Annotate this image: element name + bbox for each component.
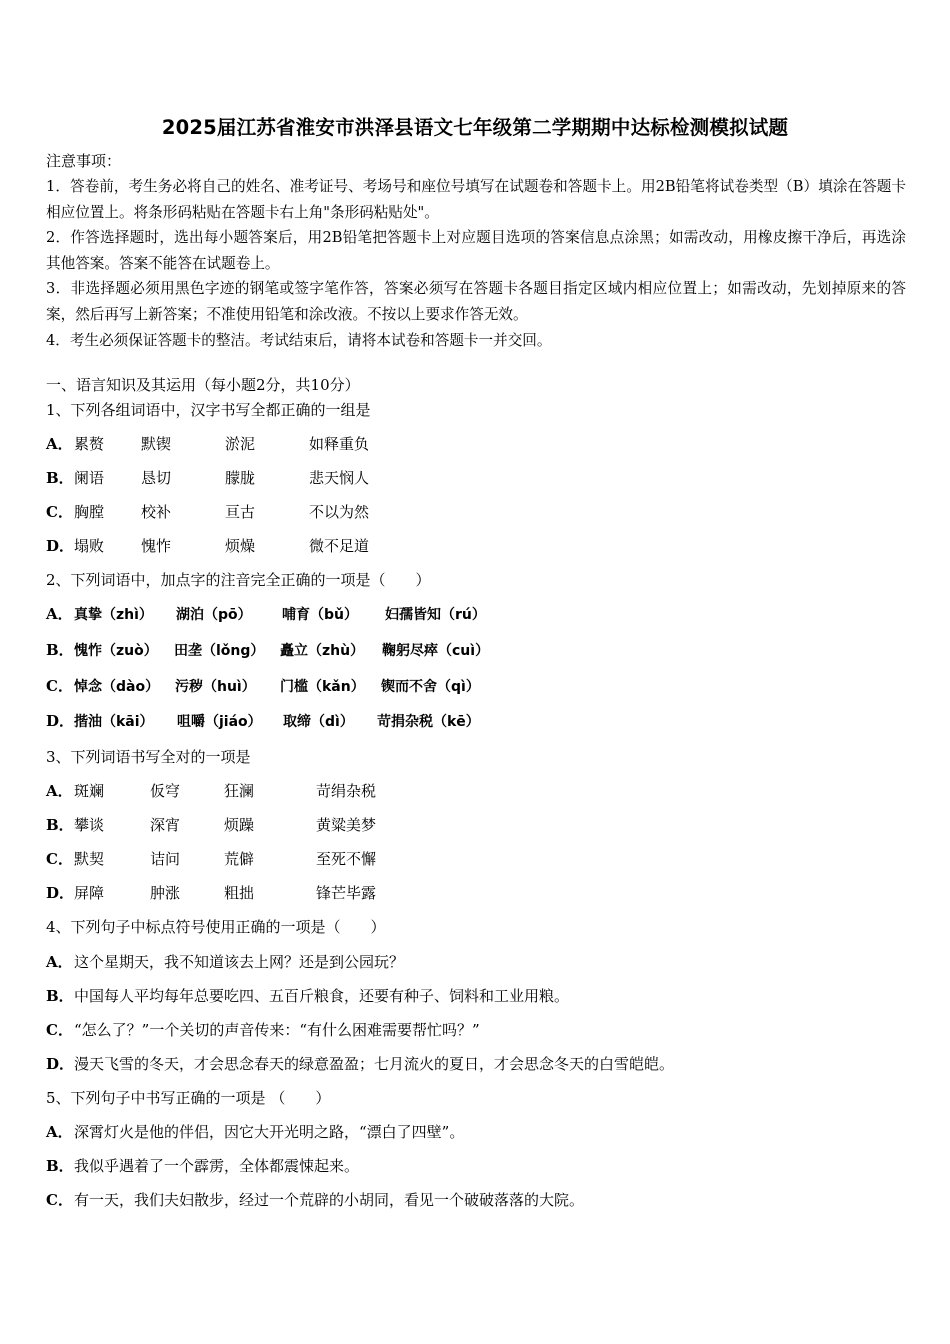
q5-option-c[interactable] [46,1190,584,1210]
option-word: 胸膛 [74,503,105,521]
option-word: 哺育（bǔ） [282,607,358,623]
option-word: 污秽（huì） [175,679,256,695]
option-word: 悼念（dào） [74,679,160,695]
option-word: 诘问 [150,850,181,868]
option-word: 朦胧 [225,469,256,487]
q2-option-a[interactable] [46,604,486,625]
notice-heading: 注意事项： [46,152,122,170]
q2-option-c[interactable] [46,676,480,697]
option-label: C． [46,850,73,868]
option-word: 默契 [74,850,105,868]
option-word: 攀谈 [74,816,105,834]
option-word: 荒僻 [224,850,255,868]
option-word: 狂澜 [224,782,255,800]
option-label: B． [46,469,74,487]
option-text: 有一天，我们夫妇散步，经过一个荒辟的小胡同，看见一个破破落落的大院。 [74,1191,585,1209]
option-word: 苛捐杂税（kē） [377,714,480,730]
option-label: B． [46,816,74,834]
q2-stem: 2、下列词语中，加点字的注音完全正确的一项是（ ） [46,571,431,589]
option-word: 愧怍 [141,537,172,555]
option-word: 斑斓 [74,782,105,800]
q4-option-a[interactable] [46,952,404,972]
q5-option-b[interactable] [46,1156,359,1176]
exam-title: 2025届江苏省淮安市洪泽县语文七年级第二学期期中达标检测模拟试题 [161,116,789,139]
option-word: 锲而不舍（qì） [381,679,480,695]
option-label: D． [46,712,75,730]
notice-item-3: 3．非选择题必须用黑色字迹的钢笔或签字笔作答，答案必须写在答题卡各题目指定区域内相应位置上；如需改动，先划掉原来的答案，然后再写上新答案；不准使用铅笔和涂改液。不按以上要求作答无效。 [46,280,906,323]
notice-item-1: 1．答卷前，考生务必将自己的姓名、准考证号、考场号和座位号填写在试题卷和答题卡上。用2B铅笔将试卷类型（B）填涂在答题卡相应位置上。将条形码粘贴在答题卡右上角"条形码粘贴处"。 [46,178,906,221]
option-label: A． [46,435,73,453]
option-label: D． [46,1055,75,1073]
option-word: 苛绢杂税 [316,782,377,800]
option-word: 深宵 [150,816,181,834]
option-text: 这个星期天，我不知道该去上网？还是到公园玩？ [74,953,405,971]
q4-stem: 4、下列句子中标点符号使用正确的一项是（ ） [46,918,386,936]
option-word: 校补 [141,503,172,521]
option-word: 悲天悯人 [309,469,370,487]
notice-list [46,174,906,353]
q3-option-a[interactable] [46,781,376,801]
option-word: 锋芒毕露 [316,884,377,902]
option-label: B． [46,1157,74,1175]
q1-option-c[interactable] [46,502,369,522]
option-label: A． [46,1123,73,1141]
q2-option-b[interactable] [46,640,489,661]
option-word: 微不足道 [309,537,370,555]
option-word: 烦躁 [224,816,255,834]
q1-option-a[interactable] [46,434,369,454]
option-label: C． [46,677,73,695]
q3-stem: 3、下列词语书写全对的一项是 [46,748,251,766]
option-word: 鞠躬尽瘁（cuì） [382,643,490,659]
q5-option-a[interactable] [46,1122,464,1142]
option-label: C． [46,1021,73,1039]
option-word: 真挚（zhì） [74,607,153,623]
option-word: 门槛（kǎn） [280,679,365,695]
q3-option-b[interactable] [46,815,376,835]
option-label: B． [46,987,74,1005]
option-word: 取缔（dì） [283,714,354,730]
q3-option-c[interactable] [46,849,376,869]
option-word: 默锲 [141,435,172,453]
option-word: 至死不懈 [316,850,377,868]
q5-stem: 5、下列句子中书写正确的一项是 （ ） [46,1089,331,1107]
q4-option-b[interactable] [46,986,569,1006]
option-label: A． [46,782,73,800]
option-word: 愧怍（zuò） [74,643,158,659]
option-word: 湖泊（pō） [176,607,252,623]
option-label: C． [46,503,73,521]
option-word: 如释重负 [309,435,370,453]
option-text: 我似乎遇着了一个霹雳，全体都震悚起来。 [74,1157,360,1175]
notice-item-4: 4．考生必须保证答题卡的整洁。考试结束后，请将本试卷和答题卡一并交回。 [46,331,552,349]
q2-option-d[interactable] [46,711,480,732]
option-label: D． [46,884,75,902]
option-word: 累赘 [74,435,105,453]
q1-option-d[interactable] [46,536,369,556]
option-word: 塌败 [74,537,105,555]
option-text: “怎么了？”一个关切的声音传来：“有什么困难需要帮忙吗？” [74,1021,480,1039]
option-label: D． [46,537,75,555]
option-word: 亘古 [225,503,256,521]
q1-option-b[interactable] [46,468,369,488]
option-label: A． [46,605,73,623]
option-word: 咀嚼（jiáo） [177,714,262,730]
option-word: 不以为然 [309,503,370,521]
option-text: 中国每人平均每年总要吃四、五百斤粮食，还要有种子、饲料和工业用粮。 [74,987,570,1005]
option-word: 田垄（lǒng） [174,643,265,659]
option-word: 淤泥 [225,435,256,453]
option-word: 烦燥 [225,537,256,555]
section-heading: 一、语言知识及其运用（每小题2分，共10分） [46,376,360,394]
option-word: 阑语 [74,469,105,487]
option-word: 恳切 [141,469,172,487]
option-word: 黄粱美梦 [316,816,377,834]
option-word: 屏障 [74,884,105,902]
notice-item-2: 2．作答选择题时，选出每小题答案后，用2B铅笔把答题卡上对应题目选项的答案信息点涂黑；如需改动，用橡皮擦干净后，再选涂其他答案。答案不能答在试题卷上。 [46,229,906,272]
q4-option-d[interactable] [46,1054,674,1074]
option-word: 妇孺皆知（rú） [385,607,486,623]
option-word: 仮穹 [150,782,181,800]
q3-option-d[interactable] [46,883,376,903]
option-word: 矗立（zhù） [280,643,365,659]
option-word: 揩油（kāi） [74,714,154,730]
option-label: B． [46,641,74,659]
option-label: C． [46,1191,73,1209]
option-text: 深霄灯火是他的伴侣，因它大开光明之路，“漂白了四壁”。 [74,1123,465,1141]
q4-option-c[interactable] [46,1020,480,1040]
option-word: 肿涨 [150,884,181,902]
option-word: 粗拙 [224,884,255,902]
q1-stem: 1、下列各组词语中，汉字书写全都正确的一组是 [46,401,371,419]
option-label: A． [46,953,73,971]
option-text: 漫天飞雪的冬天，才会思念春天的绿意盈盈；七月流火的夏日，才会思念冬天的白雪皑皑。 [74,1055,675,1073]
